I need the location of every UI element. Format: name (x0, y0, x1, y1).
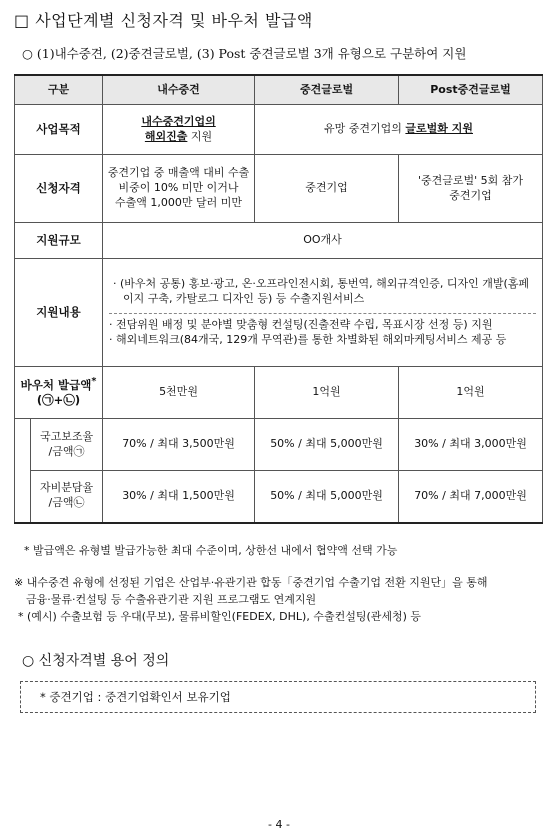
eligibility-post-global (399, 155, 543, 223)
eligibility-post-line2: 중견기업 (449, 188, 492, 202)
section-subtitle: ○ (1)내수중견, (2)중견글로벌, (3) Post 중견글로벌 3개 유형으로 구분하여 지원 (22, 46, 467, 61)
header-global: 중견글로벌 (255, 75, 399, 105)
voucher-global: 1억원 (255, 367, 399, 419)
eligibility-domestic (103, 155, 255, 223)
self-share-global: 50% / 최대 5,000만원 (255, 471, 399, 523)
content-item-consulting: · 전담위원 배정 및 분야별 맞춤형 컨설팅(진출전략 수립, 목표시장 선정 등) 지원 (109, 318, 493, 331)
voucher-table (14, 74, 543, 524)
note-line1: ※ 내수중견 유형에 선정된 기업은 산업부·유관기관 합동「중견기업 수출기업 전환 지원단」을 통해 (14, 576, 488, 589)
self-share-post-global: 70% / 최대 7,000만원 (399, 471, 543, 523)
voucher-label-line1: 바우처 발급액 (20, 377, 92, 392)
table-row-eligibility (15, 155, 543, 223)
gov-share-global: 50% / 최대 5,000만원 (255, 419, 399, 471)
voucher-label-sup: * (91, 376, 97, 388)
purpose-domestic (103, 105, 255, 155)
row-label-content: 지원내용 (15, 259, 103, 367)
eligibility-global: 중견기업 (255, 155, 399, 223)
page-number: - 4 - (268, 818, 290, 831)
purpose-domestic-line1: 내수중견기업의 (141, 114, 216, 128)
gov-share-label-line1: 국고보조율 (39, 429, 94, 443)
scale-value: OO개사 (103, 223, 543, 259)
table-row-voucher (15, 367, 543, 419)
note-line2: 금융·물류·컨설팅 등 수출유관기관 지원 프로그램도 연계지원 (26, 593, 317, 607)
gov-share-post-global: 30% / 최대 3,000만원 (399, 419, 543, 471)
page-title: □ 사업단계별 신청자격 및 바우처 발급액 (14, 11, 313, 30)
row-label-gov-share (31, 419, 103, 471)
row-label-voucher (15, 367, 103, 419)
table-row-gov-share (15, 419, 543, 471)
indent-spacer (15, 471, 31, 523)
row-label-eligibility: 신청자격 (15, 155, 103, 223)
indent-spacer (15, 419, 31, 471)
header-post-global: Post중견글로벌 (399, 75, 543, 105)
voucher-post-global: 1억원 (399, 367, 543, 419)
purpose-domestic-bold: 해외진출 (144, 129, 188, 143)
header-category: 구분 (15, 75, 103, 105)
gov-share-label-line2: /금액㉠ (48, 444, 85, 458)
eligibility-post-line1: '중견글로벌' 5회 참가 (417, 173, 524, 187)
header-domestic: 내수중견 (103, 75, 255, 105)
eligibility-domestic-line1: 중견기업 중 매출액 대비 수출 (107, 166, 250, 180)
note-domestic-support (14, 574, 544, 625)
purpose-global-pre: 유망 중견기업의 (324, 122, 406, 136)
voucher-label-line2: (㉠+㉡) (36, 393, 81, 408)
table-header-row (15, 75, 543, 105)
voucher-domestic: 5천만원 (103, 367, 255, 419)
content-item-common: · (바우처 공통) 홍보·광고, 온·오프라인전시회, 통번역, 해외규격인증, 디자인 개발(홈페이지 구축, 카탈로그 디자인 등) 등 수출지원서비스 (113, 277, 529, 306)
table-row-purpose (15, 105, 543, 155)
footnote-voucher: * 발급액은 유형별 발급가능한 최대 수준이며, 상한선 내에서 협약액 선택 가능 (24, 544, 398, 557)
table-row-self-share (15, 471, 543, 523)
self-share-domestic: 30% / 최대 1,500만원 (103, 471, 255, 523)
table-row-content (15, 259, 543, 367)
content-cell (103, 259, 543, 367)
definition-item: * 중견기업 : 중견기업확인서 보유기업 (40, 690, 231, 704)
eligibility-domestic-line3: 수출액 1,000만 달러 미만 (115, 195, 243, 209)
table-row-scale (15, 223, 543, 259)
gov-share-domestic: 70% / 최대 3,500만원 (103, 419, 255, 471)
purpose-global-bold: 글로벌화 지원 (405, 122, 473, 136)
purpose-global (255, 105, 543, 155)
row-label-purpose: 사업목적 (15, 105, 103, 155)
self-share-label-line1: 자비분담율 (39, 481, 94, 495)
row-label-self-share (31, 471, 103, 523)
section-definitions-heading: ○ 신청자격별 용어 정의 (22, 653, 170, 669)
note-line3: * (예시) 수출보험 등 우대(무보), 물류비할인(FEDEX, DHL), 수출컨설팅(관세청) 등 (18, 610, 422, 624)
row-label-scale: 지원규모 (15, 223, 103, 259)
purpose-domestic-rest: 지원 (187, 129, 213, 143)
eligibility-domestic-line2: 비중이 10% 미만 이거나 (118, 181, 239, 195)
content-item-network: · 해외네트워크(84개국, 129개 무역관)를 통한 차별화된 해외마케팅서비스 제공 등 (109, 332, 507, 346)
self-share-label-line2: /금액㉡ (48, 496, 85, 510)
